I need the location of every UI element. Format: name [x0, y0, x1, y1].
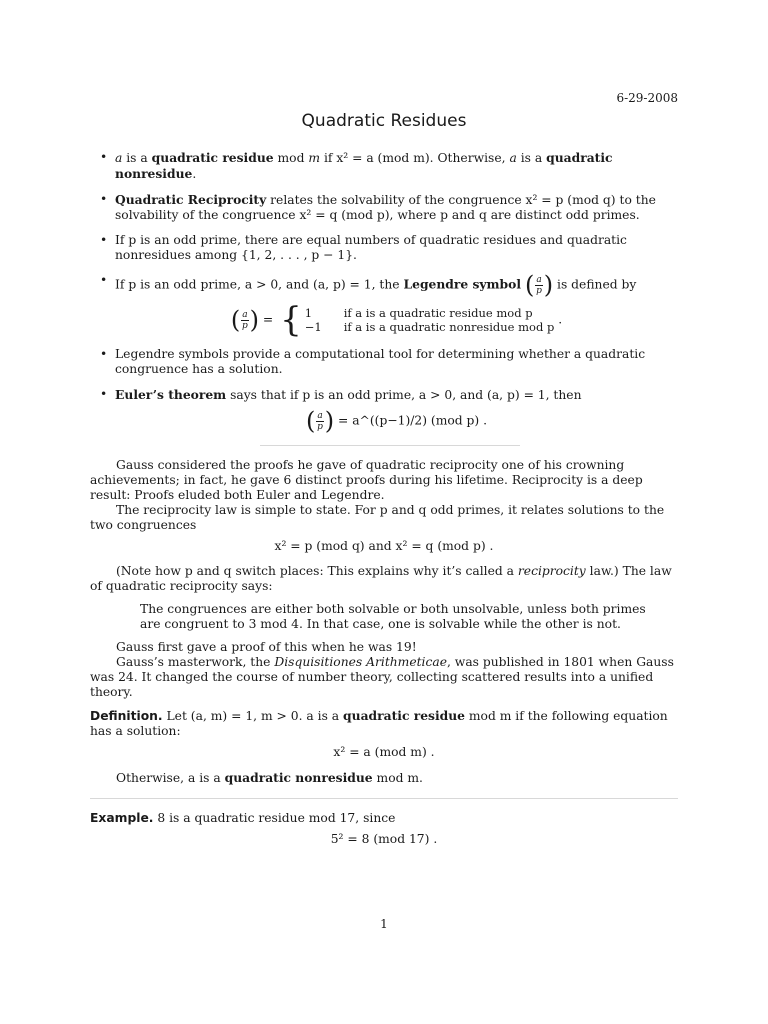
- paragraph-gauss-19: Gauss first gave a proof of this when he was 19!: [116, 640, 417, 654]
- legendre-symbol: ( $\frac{a}{p}$ ): [524, 271, 554, 299]
- paragraph-otherwise: Otherwise, a is a quadratic nonresidue mod m.: [116, 770, 423, 785]
- bullet-item-equal-numbers: • If p is an odd prime, there are equal numbers of quadratic residues and quadratic nonresidues among {1, 2, . . . , p − 1}.: [100, 233, 627, 262]
- paragraph-reciprocity-law: The reciprocity law is simple to state. For p and q odd primes, it relates solutions to the two congruences: [90, 503, 665, 532]
- bullet-icon: •: [100, 150, 108, 164]
- bullet-icon: •: [100, 387, 108, 401]
- bullet-icon: •: [100, 273, 108, 287]
- example: Example. 8 is a quadratic residue mod 17, since: [90, 811, 396, 825]
- paragraph-disquisitiones: Gauss’s masterwork, the Disquisitiones Arithmeticae, was published in 1801 when Gauss was 24. It changed the course of number theory, collecting scattered results into a unified theory.: [90, 655, 674, 699]
- bullet-icon: •: [100, 192, 108, 206]
- paragraph-gauss-proofs: Gauss considered the proofs he gave of quadratic reciprocity one of his crowning achievements; in fact, he gave 6 distinct proofs during his lifetime. Reciprocity is a deep result: Proofs eluded both Euler and Legendre.: [90, 458, 643, 502]
- bullet-icon: •: [100, 233, 108, 247]
- main-content: [90, 150, 678, 857]
- euler-equation: ( $\frac{a}{p}$ ) = a^((p−1)/2) (mod p) .: [305, 407, 488, 435]
- definition-equation: x² = a (mod m) .: [333, 745, 435, 759]
- bullet-item-legendre-symbol: • If p is an odd prime, a > 0, and (a, p) = 1, the Legendre symbol ( $\frac{a}{p}$ ) is defined by ( $\frac{a}{p}$ ) = { 1 if a is a quadratic residue mod p −1 if a is a quadratic nonresidue mod p .: [90, 273, 678, 337]
- bullet-item-residue-definition: • a is a quadratic residue mod m if x² = a (mod m). Otherwise, a is a quadratic nonresidue.: [100, 150, 613, 181]
- legendre-definition-equation: ( $\frac{a}{p}$ ) = { 1 if a is a quadratic residue mod p −1 if a is a quadratic nonresidue mod p .: [230, 300, 563, 340]
- bullet-icon: •: [100, 347, 108, 361]
- page-title: Quadratic Residues: [301, 111, 467, 131]
- quote-reciprocity-law: The congruences are either both solvable or both unsolvable, unless both primes are congruent to 3 mod 4. In that case, one is solvable while the other is not.: [140, 602, 646, 631]
- bullet-item-euler-theorem: • Euler’s theorem says that if p is an odd prime, a > 0, and (a, p) = 1, then ( $\frac{a}{p}$ ) = a^((p−1)/2) (mod p) .: [90, 387, 678, 433]
- section-divider: [90, 798, 678, 799]
- date: 6-29-2008: [616, 91, 678, 105]
- section-divider: [260, 445, 520, 446]
- paragraph-note: (Note how p and q switch places: This explains why it’s called a reciprocity law.) The law of quadratic reciprocity says:: [90, 564, 672, 593]
- example-equation: 5² = 8 (mod 17) .: [330, 832, 438, 846]
- bullet-list: [90, 150, 678, 433]
- congruences-equation: x² = p (mod q) and x² = q (mod p) .: [274, 539, 494, 553]
- definition: Definition. Let (a, m) = 1, m > 0. a is a quadratic residue mod m if the following equation has a solution:: [90, 708, 668, 738]
- page-number: 1: [380, 917, 388, 931]
- bullet-item-reciprocity: • Quadratic Reciprocity relates the solvability of the congruence x² = p (mod q) to the solvability of the congruence x² = q (mod p), where p and q are distinct odd primes.: [100, 192, 656, 222]
- bullet-item-computational-tool: • Legendre symbols provide a computational tool for determining whether a quadratic congruence has a solution.: [100, 347, 646, 376]
